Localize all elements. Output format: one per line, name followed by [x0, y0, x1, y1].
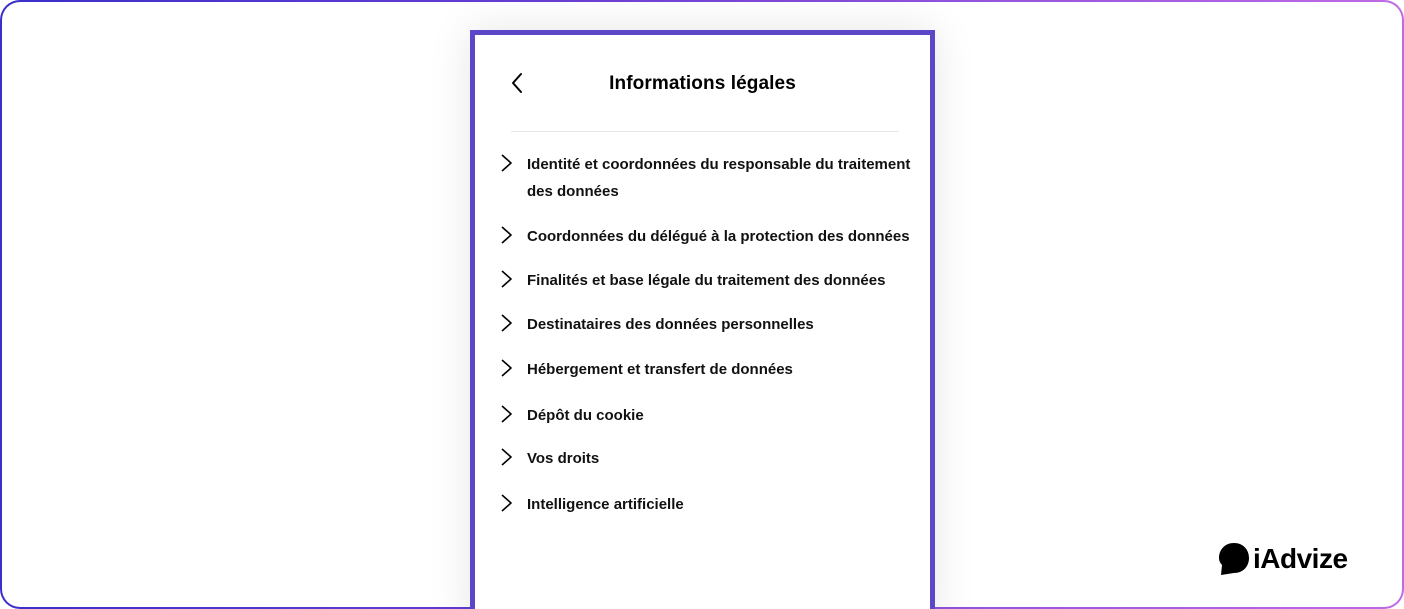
chevron-right-icon	[499, 269, 515, 289]
panel-header	[475, 35, 930, 135]
menu-item-finalites[interactable]	[499, 267, 919, 294]
menu-item-destinataires[interactable]	[499, 311, 919, 338]
legal-info-panel	[470, 30, 935, 609]
menu-item-label: Dépôt du cookie	[527, 407, 644, 424]
menu-item-responsable[interactable]	[499, 151, 919, 205]
menu-item-hebergement[interactable]	[499, 356, 919, 383]
legal-menu-list	[499, 151, 919, 518]
brand-name: iAdvize	[1253, 543, 1348, 574]
menu-item-label: Finalités et base légale du traitement des données	[527, 272, 886, 289]
menu-item-label: Hébergement et transfert de données	[527, 361, 793, 378]
menu-item-droits[interactable]	[499, 445, 919, 472]
chevron-right-icon	[499, 447, 515, 467]
menu-item-label: Coordonnées du délégué à la protection des données	[527, 228, 910, 245]
chevron-right-icon	[499, 225, 515, 245]
chevron-right-icon	[499, 313, 515, 333]
menu-item-cookie[interactable]	[499, 402, 919, 429]
menu-item-label: Intelligence artificielle	[527, 496, 684, 513]
chat-bubble-icon	[1217, 541, 1251, 577]
chevron-right-icon	[499, 404, 515, 424]
menu-item-label: Destinataires des données personnelles	[527, 316, 814, 333]
menu-item-label: Identité et coordonnées du responsable du traitement des données	[527, 156, 911, 200]
header-divider	[511, 131, 899, 132]
chevron-right-icon	[499, 358, 515, 378]
page-title: Informations légales	[609, 73, 796, 94]
chevron-right-icon	[499, 153, 515, 173]
menu-item-ia[interactable]	[499, 491, 919, 518]
iadvize-logo	[1217, 540, 1348, 578]
menu-item-label: Vos droits	[527, 450, 600, 467]
chevron-right-icon	[499, 493, 515, 513]
menu-item-dpo[interactable]	[499, 223, 919, 250]
